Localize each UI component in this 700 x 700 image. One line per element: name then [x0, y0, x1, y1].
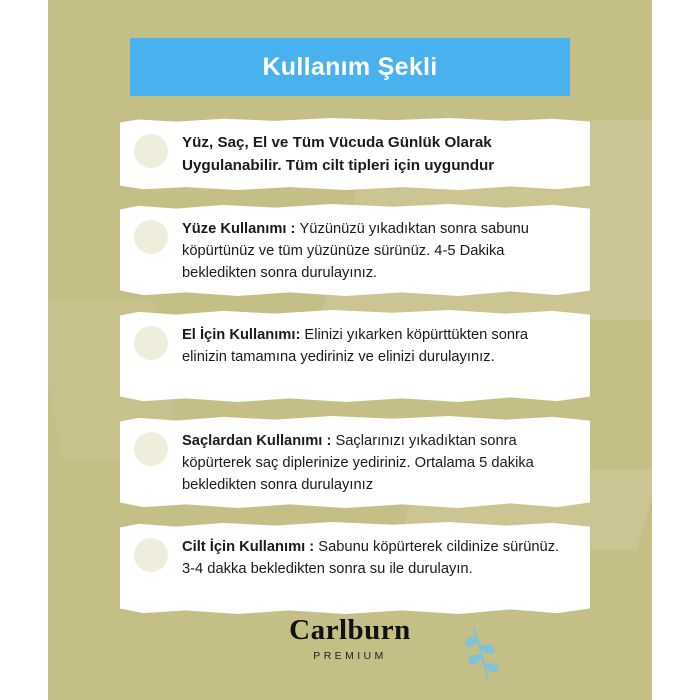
list-item-body: Yüz, Saç, El ve Tüm Vücuda Günlük Olarak Uygulanabilir. Tüm cilt tipleri için uygundur: [182, 134, 495, 174]
list-item-body: Saçlarınızı yıkadıktan sonra köpürterek saç diplerinize yediriniz. Ortalama 5 dakika bekledikten sonra durulayınız: [182, 433, 534, 494]
list-item: [120, 204, 590, 296]
list-item: [120, 522, 590, 614]
circle-bullet-icon: [134, 326, 168, 360]
circle-bullet-icon: [134, 538, 168, 572]
list-item-lead: Yüze Kullanımı :: [182, 221, 300, 237]
circle-bullet-icon: [134, 134, 168, 168]
leaf-branch-icon: [458, 620, 510, 682]
list-item: [120, 310, 590, 402]
list-item-text: [182, 536, 572, 580]
brand-name: Carlburn: [289, 614, 411, 646]
list-item-lead: Cilt İçin Kullanımı :: [182, 539, 319, 555]
list-item-text: [182, 218, 572, 284]
list-item-body: Sabunu köpürterek cildinize sürünüz. 3-4 dakka bekledikten sonra su ile durulayın.: [182, 539, 560, 578]
header-banner: [130, 38, 570, 96]
list-item-body: Yüzünüzü yıkadıktan sonra sabunu köpürtünüz ve tüm yüzünüze sürünüz. 4-5 Dakika bekledikten sonra durulayınız.: [182, 221, 529, 282]
list-item-text: [182, 132, 572, 178]
list-item: [120, 416, 590, 508]
list-item-lead: Saçlardan Kullanımı :: [182, 433, 336, 449]
page-title: Kullanım Şekli: [262, 52, 438, 81]
list-item: [120, 118, 590, 190]
circle-bullet-icon: [134, 220, 168, 254]
list-item-text: [182, 430, 572, 496]
list-item-lead: El İçin Kullanımı:: [182, 327, 305, 343]
circle-bullet-icon: [134, 432, 168, 466]
instruction-list: [120, 118, 590, 628]
brand-tagline: PREMIUM: [313, 650, 387, 662]
list-item-text: [182, 324, 572, 368]
list-item-body: Elinizi yıkarken köpürttükten sonra elinizin tamamına yediriniz ve elinizi durulayınız.: [182, 327, 529, 366]
brand-footer: [0, 614, 700, 662]
